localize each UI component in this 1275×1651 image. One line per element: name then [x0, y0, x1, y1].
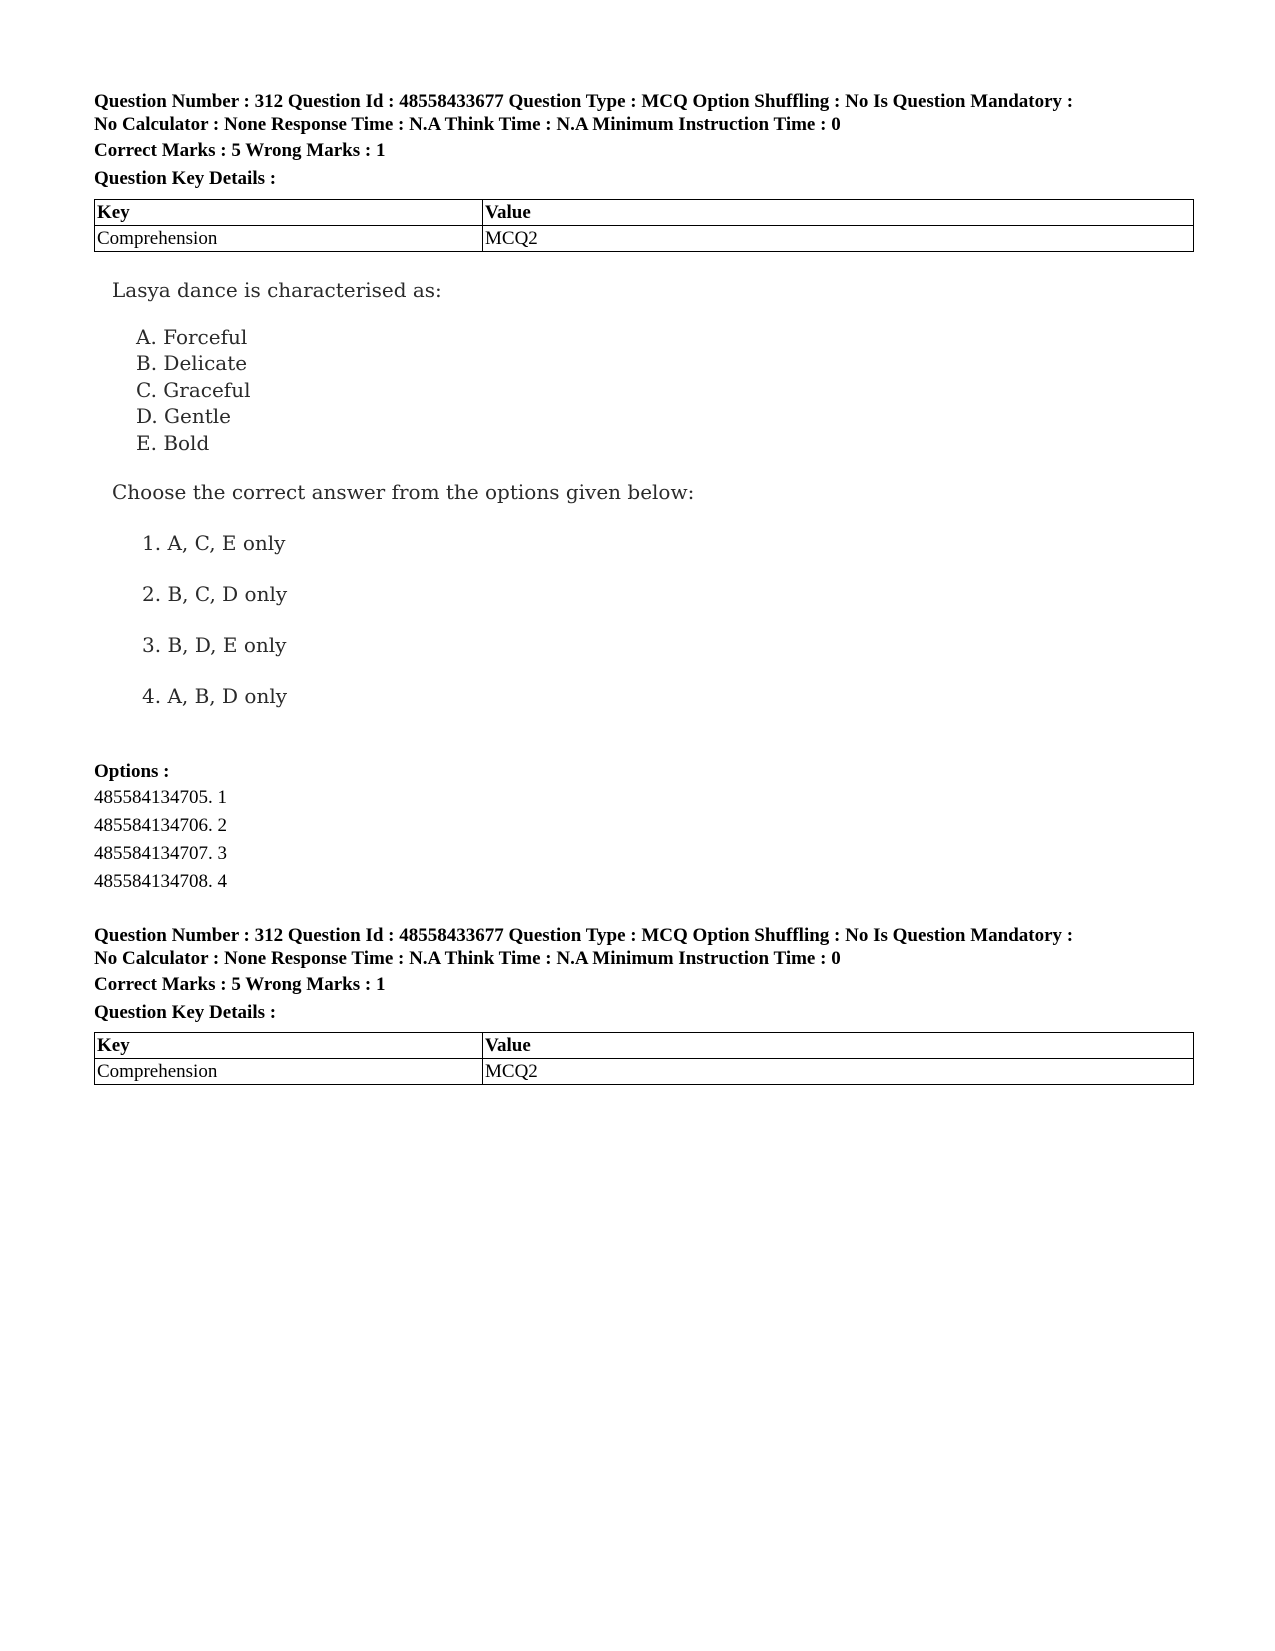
table-header-key: Key	[95, 200, 483, 226]
option-item: 485584134706. 2	[94, 815, 227, 836]
table-cell-key: Comprehension	[95, 1059, 483, 1085]
option-item: 485584134707. 3	[94, 843, 227, 864]
marks-line: Correct Marks : 5 Wrong Marks : 1	[94, 140, 386, 161]
table-header-key: Key	[95, 1033, 483, 1059]
table-header-value: Value	[483, 1033, 1194, 1059]
table-header-row	[95, 1033, 1194, 1059]
key-details-label: Question Key Details :	[94, 1002, 277, 1023]
table-header-value: Value	[483, 200, 1194, 226]
choice-item: A. Forceful	[136, 325, 248, 349]
choice-item: E. Bold	[136, 431, 210, 455]
question-key-table-1	[94, 199, 1194, 252]
question-meta-line: No Calculator : None Response Time : N.A Think Time : N.A Minimum Instruction Time : 0	[94, 948, 841, 969]
table-cell-key: Comprehension	[95, 226, 483, 252]
option-item: 485584134705. 1	[94, 787, 227, 808]
question-meta-line: Question Number : 312 Question Id : 48558433677 Question Type : MCQ Option Shuffling : No Is Question Mandatory :	[94, 91, 1074, 112]
answer-choice: 2. B, C, D only	[142, 582, 288, 606]
choice-item: C. Graceful	[136, 378, 251, 402]
question-meta-line: Question Number : 312 Question Id : 48558433677 Question Type : MCQ Option Shuffling : No Is Question Mandatory :	[94, 925, 1074, 946]
table-row	[95, 1059, 1194, 1085]
question-instruction: Choose the correct answer from the options given below:	[112, 480, 695, 504]
options-label: Options :	[94, 761, 170, 782]
answer-choice: 1. A, C, E only	[142, 531, 286, 555]
question-header-1	[94, 90, 1194, 190]
table-cell-value: MCQ2	[483, 226, 1194, 252]
option-item: 485584134708. 4	[94, 871, 227, 892]
table-cell-value: MCQ2	[483, 1059, 1194, 1085]
answer-choice: 4. A, B, D only	[142, 684, 288, 708]
question-header-2	[94, 924, 1194, 1024]
table-row	[95, 226, 1194, 252]
marks-line: Correct Marks : 5 Wrong Marks : 1	[94, 974, 386, 995]
question-meta-line: No Calculator : None Response Time : N.A Think Time : N.A Minimum Instruction Time : 0	[94, 114, 841, 135]
choice-item: B. Delicate	[136, 351, 248, 375]
question-key-table-2	[94, 1032, 1194, 1085]
key-details-label: Question Key Details :	[94, 168, 277, 189]
choice-item: D. Gentle	[136, 404, 231, 428]
answer-choice: 3. B, D, E only	[142, 633, 287, 657]
question-stem: Lasya dance is characterised as:	[112, 278, 442, 302]
table-header-row	[95, 200, 1194, 226]
question-image	[108, 278, 695, 738]
